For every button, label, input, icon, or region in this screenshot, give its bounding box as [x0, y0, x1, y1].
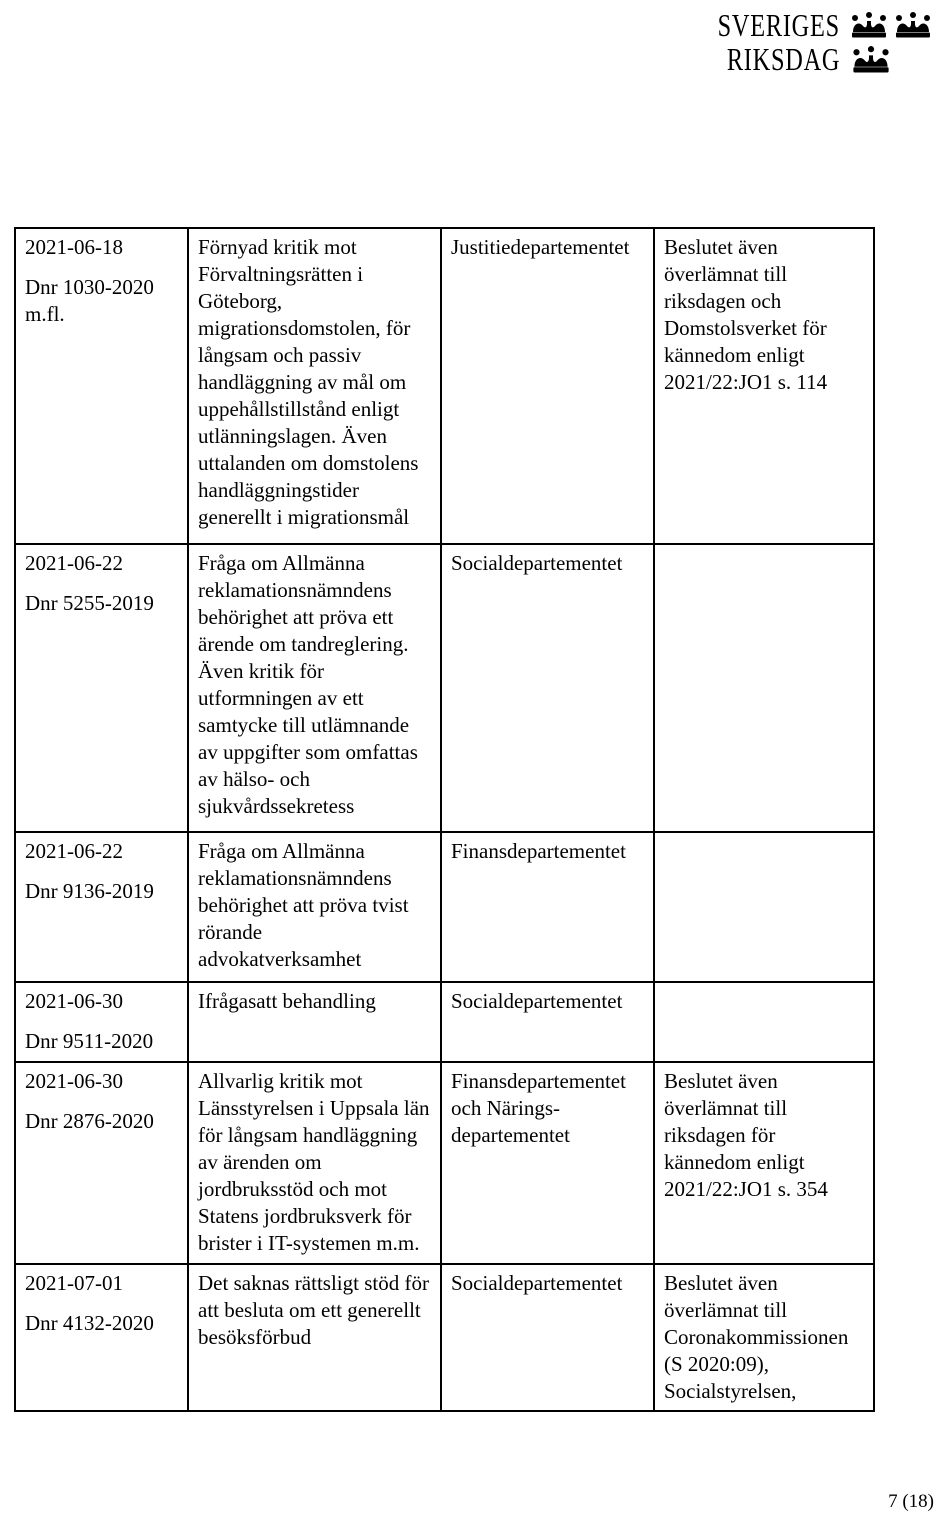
crown-icon: [893, 11, 933, 39]
riksdag-logo: [679, 7, 935, 77]
cell-note: Beslutet även överlämnat till riksdagen och Domstolsverket för kännedom enligt 2021/22:JO1 s. 114: [654, 228, 874, 544]
case-dnr: Dnr 4132-2020: [25, 1311, 154, 1335]
cell-date: [15, 1264, 188, 1411]
cell-note: Beslutet även överlämnat till Coronakommissionen (S 2020:09), Socialstyrelsen,: [654, 1264, 874, 1411]
cell-department: Justitiedepartementet: [441, 228, 654, 544]
cell-date: [15, 832, 188, 982]
table-row: [15, 1264, 874, 1411]
cell-description: Allvarlig kritik mot Länsstyrelsen i Uppsala län för långsam handläggning av ärenden om jordbruksstöd och mot Statens jordbruksverk för brister i IT-systemen m.m.: [188, 1062, 441, 1264]
cell-description: Förnyad kritik mot Förvaltningsrätten i Göteborg, migrationsdomstolen, för långsam och passiv handläggning av mål om uppehållstillstånd enligt utlänningslagen. Även uttalanden om domstolens handläggningstider generellt i migrationsmål: [188, 228, 441, 544]
cell-note: [654, 544, 874, 832]
cell-department: Finansdepartementet och Närings-departementet: [441, 1062, 654, 1264]
cell-date: [15, 228, 188, 544]
case-date: 2021-06-22: [25, 551, 123, 575]
table-row: [15, 1062, 874, 1264]
case-date: 2021-06-30: [25, 1069, 123, 1093]
cell-date: [15, 982, 188, 1062]
table-row: [15, 544, 874, 832]
logo-text-line1: SVERIGES: [717, 7, 840, 43]
case-date: 2021-06-22: [25, 839, 123, 863]
decisions-table: [14, 227, 875, 1412]
table-row: [15, 982, 874, 1062]
cell-description: Det saknas rättsligt stöd för att besluta om ett generellt besöksförbud: [188, 1264, 441, 1411]
cell-description: Fråga om Allmänna reklamationsnämndens behörighet att pröva tvist rörande advokatverksamhet: [188, 832, 441, 982]
case-dnr: Dnr 9511-2020: [25, 1029, 154, 1053]
crown-icon: [849, 45, 893, 74]
cell-department: Finansdepartementet: [441, 832, 654, 982]
cell-department: Socialdepartementet: [441, 1264, 654, 1411]
case-dnr: Dnr 2876-2020: [25, 1109, 154, 1133]
case-date: 2021-07-01: [25, 1271, 123, 1295]
case-dnr: Dnr 5255-2019: [25, 591, 154, 615]
crown-icon: [849, 11, 889, 39]
table-row: [15, 228, 874, 544]
page-number: 7 (18): [888, 1491, 934, 1512]
cell-date: [15, 544, 188, 832]
case-date: 2021-06-30: [25, 989, 123, 1013]
case-dnr: Dnr 9136-2019: [25, 879, 154, 903]
cell-department: Socialdepartementet: [441, 544, 654, 832]
crown-row-top: [849, 11, 933, 39]
cell-note: Beslutet även överlämnat till riksdagen för kännedom enligt 2021/22:JO1 s. 354: [654, 1062, 874, 1264]
cell-department: Socialdepartementet: [441, 982, 654, 1062]
cell-note: [654, 832, 874, 982]
cell-description: Fråga om Allmänna reklamationsnämndens behörighet att pröva ett ärende om tandreglering. Även kritik för utformningen av ett samtycke till utlämnande av uppgifter som omfattas av hälso- och sjukvårdssekretess: [188, 544, 441, 832]
logo-text-line2: RIKSDAG: [726, 41, 840, 77]
case-date: 2021-06-18: [25, 235, 123, 259]
crown-row-bottom: [849, 45, 893, 74]
table-row: [15, 832, 874, 982]
case-dnr: Dnr 1030-2020 m.fl.: [25, 275, 154, 326]
cell-date: [15, 1062, 188, 1264]
cell-description: Ifrågasatt behandling: [188, 982, 441, 1062]
cell-note: [654, 982, 874, 1062]
